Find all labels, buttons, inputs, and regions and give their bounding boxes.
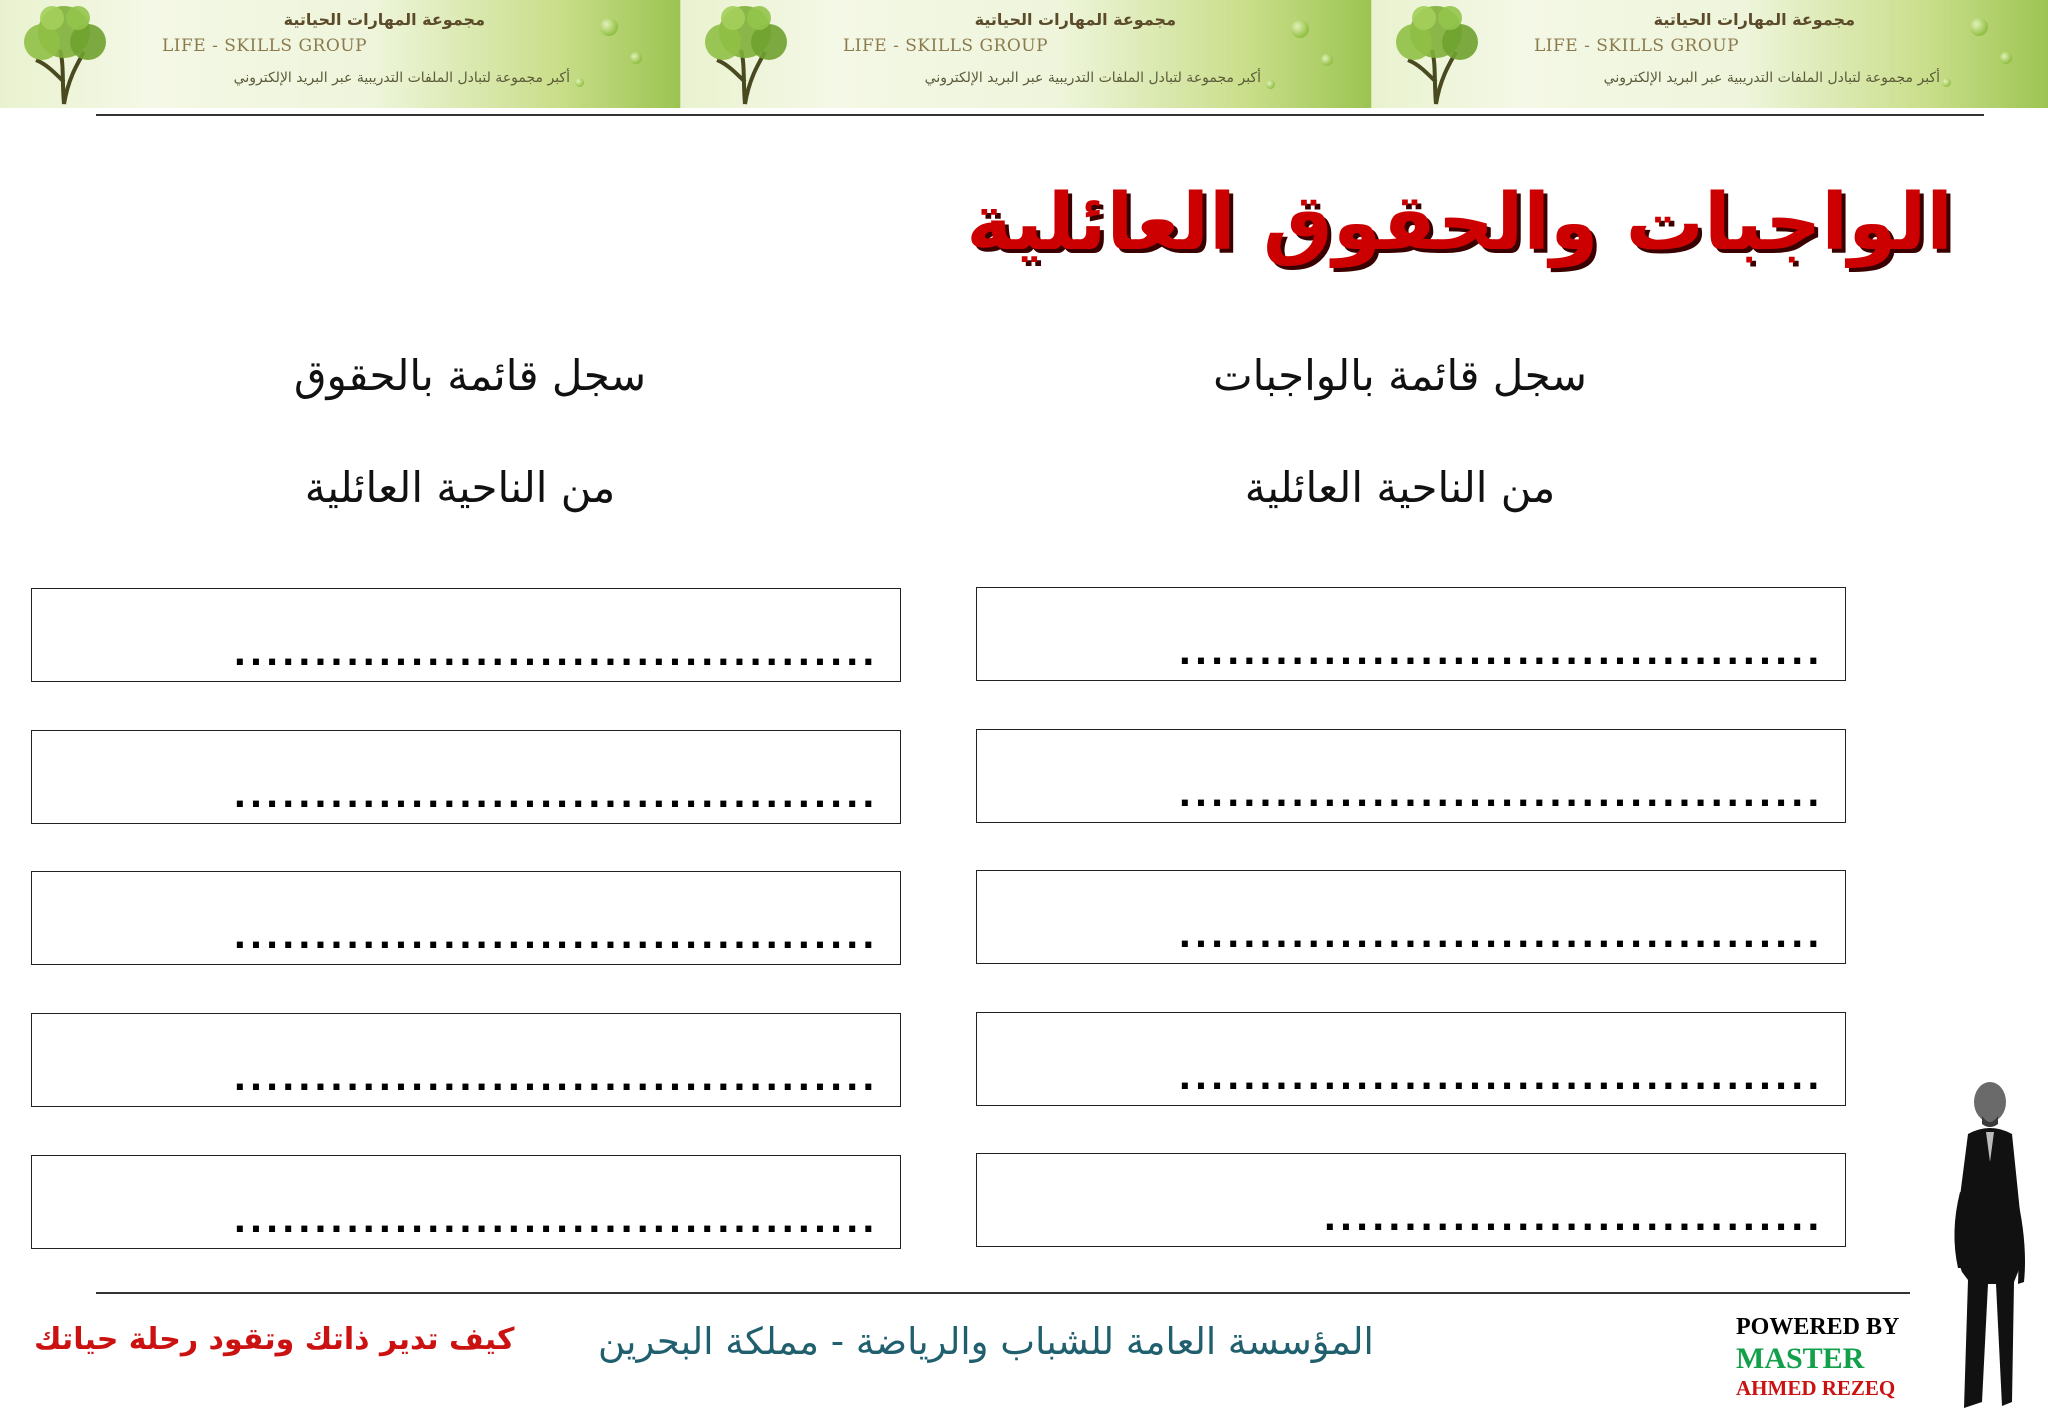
tree-logo-icon [1378,2,1496,106]
header-banner-strip [0,0,2048,108]
page-title: الواجبات والحقوق العائلية [966,178,1953,268]
duties-heading-line2: من الناحية العائلية [1244,463,1556,512]
header-divider [96,114,1984,116]
header-banner [1372,0,2048,108]
banner-subtitle-ar: أكبر مجموعة لتبادل الملفات التدريبية عبر البريد الإلكتروني [233,70,570,86]
duties-entry-dots: ........................................ [1178,775,1823,815]
powered-by-block [1736,1314,1899,1400]
duties-heading-line1: سجل قائمة بالواجبات [1213,351,1587,400]
banner-title-en: LIFE - SKILLS GROUP [843,36,1049,56]
rights-entry-box[interactable] [31,588,901,682]
duties-entry-dots: ........................................ [1178,633,1823,673]
rights-entry-dots: ........................................ [233,634,878,674]
banner-title-ar: مجموعة المهارات الحياتية [974,10,1176,29]
duties-entry-dots: ........................................ [1178,916,1823,956]
duties-entry-box[interactable] [976,870,1846,964]
header-banner [681,0,1372,108]
rights-heading-line1: سجل قائمة بالحقوق [293,351,647,400]
duties-entry-box[interactable] [976,729,1846,823]
duties-entry-box[interactable] [976,587,1846,681]
presenter-silhouette-icon [1938,1072,2038,1412]
rights-entry-dots: ........................................ [233,1201,878,1241]
banner-subtitle-ar: أكبر مجموعة لتبادل الملفات التدريبية عبر البريد الإلكتروني [1603,70,1940,86]
banner-title-en: LIFE - SKILLS GROUP [162,36,368,56]
rights-entry-dots: ........................................ [233,776,878,816]
master-label: MASTER [1736,1341,1865,1375]
footer-organization: المؤسسة العامة للشباب والرياضة - مملكة البحرين [598,1320,1374,1363]
banner-title-ar: مجموعة المهارات الحياتية [283,10,485,29]
header-banner [0,0,681,108]
banner-title-ar: مجموعة المهارات الحياتية [1653,10,1855,29]
footer-tagline: كيف تدير ذاتك وتقود رحلة حياتك [34,1322,515,1357]
rights-entry-box[interactable] [31,871,901,965]
banner-subtitle-ar: أكبر مجموعة لتبادل الملفات التدريبية عبر البريد الإلكتروني [924,70,1261,86]
footer-divider [96,1292,1910,1294]
tree-logo-icon [6,2,124,106]
duties-entry-box[interactable] [976,1012,1846,1106]
author-label: AHMED REZEQ [1736,1376,1896,1401]
duties-entry-dots: ........................................ [1178,1058,1823,1098]
duties-entry-box[interactable] [976,1153,1846,1247]
banner-title-en: LIFE - SKILLS GROUP [1534,36,1740,56]
rights-entry-box[interactable] [31,730,901,824]
rights-entry-dots: ........................................ [233,917,878,957]
powered-by-label: POWERED BY [1736,1314,1900,1340]
tree-logo-icon [687,2,805,106]
rights-entry-dots: ........................................ [233,1059,878,1099]
rights-heading-line2: من الناحية العائلية [304,463,616,512]
duties-entry-dots: ............................... [1323,1199,1823,1239]
rights-entry-box[interactable] [31,1013,901,1107]
rights-entry-box[interactable] [31,1155,901,1249]
